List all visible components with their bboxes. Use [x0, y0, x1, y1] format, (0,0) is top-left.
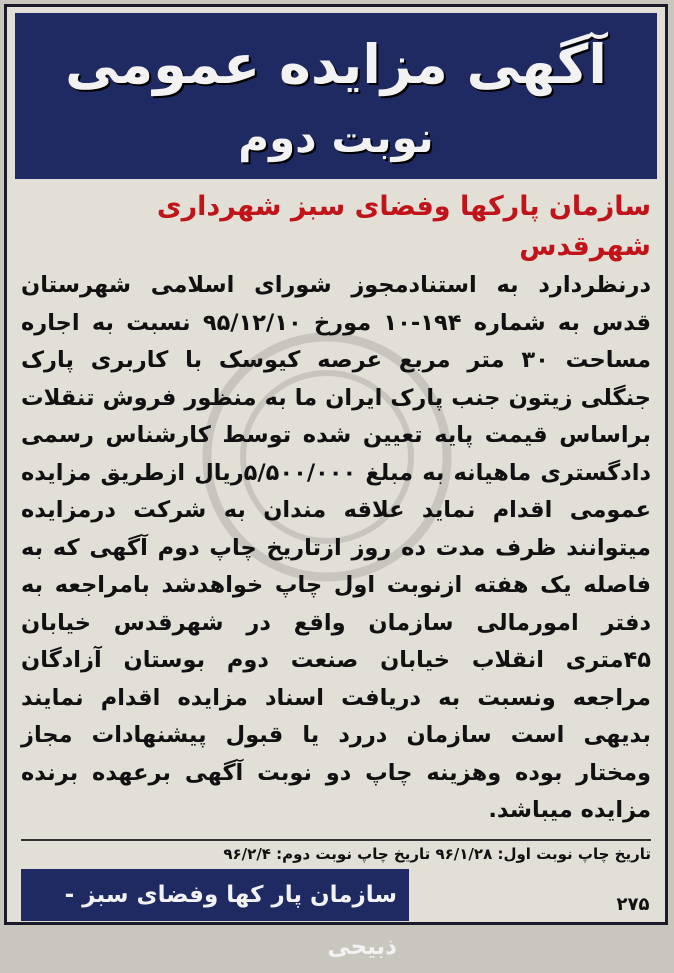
signature-text: سازمان پار کها وفضای سبز - ذبیحی	[64, 882, 397, 960]
header-banner	[15, 13, 657, 179]
notice-subtitle: نوبت دوم	[238, 113, 434, 162]
organization-name: سازمان پارکها وفضای سبز شهرداری شهرقدس	[156, 191, 651, 262]
notice-text: درنظردارد به استنادمجوز شورای اسلامی شهرستان قدس به شماره ۱۹۴-۱۰ مورخ ۹۵/۱۲/۱۰ نسبت به اجاره مساحت ۳۰ متر مربع عرصه کیوسک با کاربری پارک جنگلی زیتون جنب پارک ایران ما به منظور فروش تنقلات براساس قیمت پایه تعیین شده توسط کارشناس رسمی دادگستری ماهیانه به مبلغ ۵/۵۰۰/۰۰۰ریال ازطریق مزایده عمومی اقدام نماید علاقه مندان به شرکت درمزایده میتوانند ظرف مدت ده روز ازتاریخ چاپ دوم آگهی که به فاصله یک هفته ازنوبت اول چاپ خواهدشد بامراجعه به دفتر امورمالی سازمان واقع در شهرقدس خیابان ۴۵متری انقلاب خیابان صنعت دوم بوستان آزادگان مراجعه ونسبت به دریافت اسناد مزایده اقدام نمایند بدیهی است سازمان دررد یا قبول پیشنهادات مجاز ومختار بوده وهزینه چاپ دو نوبت آگهی برعهده برنده مزایده میباشد.	[21, 272, 651, 823]
notice-body	[21, 187, 651, 832]
notice-title: آگهی مزایده عمومی	[65, 33, 607, 96]
signature-banner	[21, 869, 409, 960]
print-dates: تاریخ چاپ نوبت اول: ۹۶/۱/۲۸ تاریخ چاپ نوبت دوم: ۹۶/۲/۴	[21, 839, 651, 867]
ad-number: ۲۷۵	[616, 894, 650, 915]
notice-page	[4, 4, 668, 960]
